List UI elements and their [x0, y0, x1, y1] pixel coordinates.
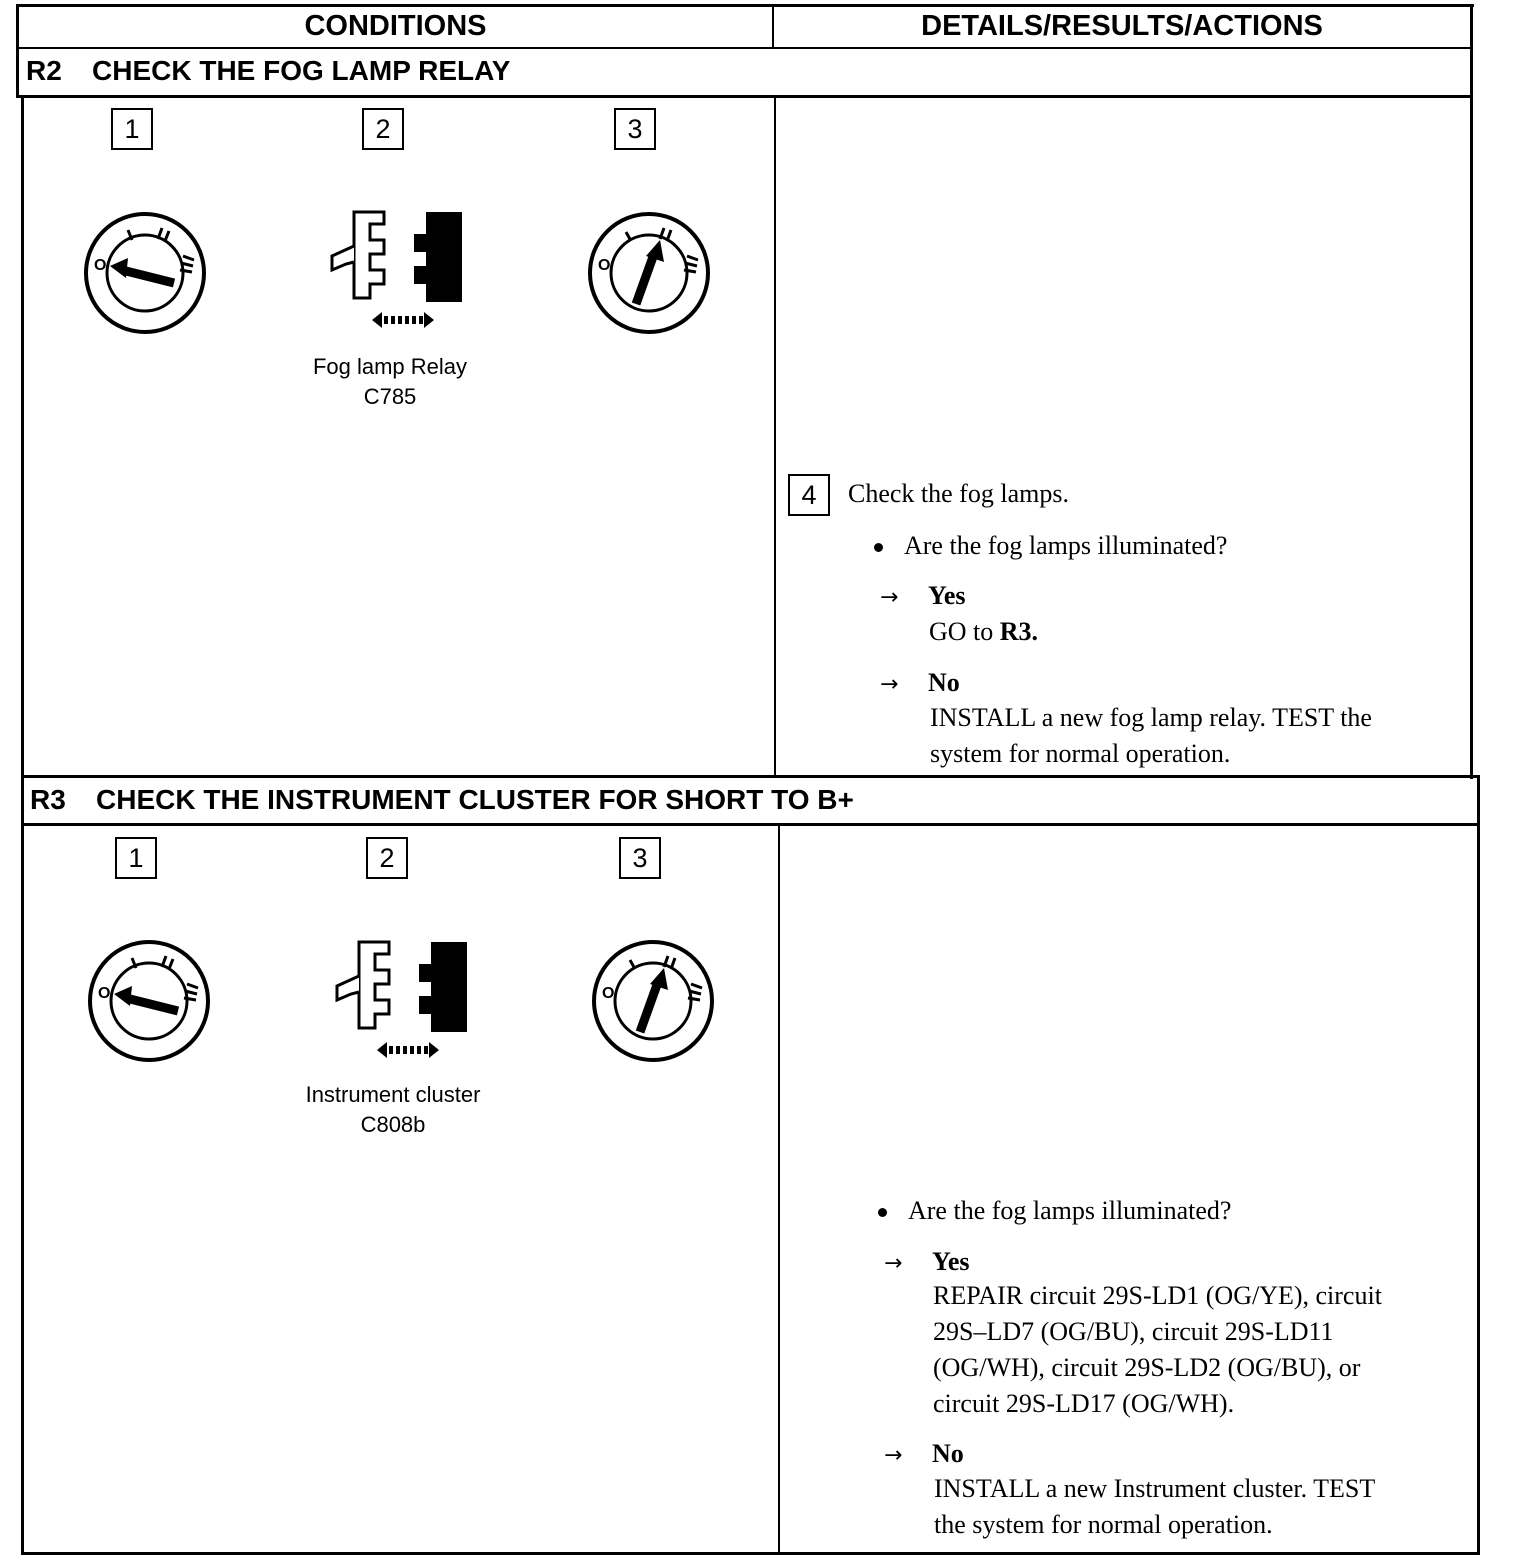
r2-step-3-box: 3 — [614, 108, 656, 150]
r2-no-line-1: INSTALL a new fog lamp relay. TEST the — [930, 703, 1372, 732]
r2-connector-id: C785 — [363, 384, 417, 409]
r2-yes-text: GO to — [929, 617, 994, 646]
ignition-switch-run-icon — [584, 208, 714, 338]
table-border-right — [1470, 4, 1473, 779]
r3-no-line-1: INSTALL a new Instrument cluster. TEST — [934, 1474, 1376, 1503]
r3-section-title — [30, 778, 854, 822]
r3-connector-name: Instrument cluster — [305, 1082, 481, 1107]
column-divider-r2 — [774, 96, 776, 778]
r2-yes-label: Yes — [928, 581, 966, 610]
r3-step-2-box: 2 — [366, 837, 408, 879]
r2-question-bullet — [874, 543, 883, 552]
svg-text:O: O — [598, 257, 611, 274]
r2-code: R2 — [26, 55, 62, 86]
ignition-switch-run-icon — [588, 936, 718, 1066]
r3-title-text: CHECK THE INSTRUMENT CLUSTER FOR SHORT TO B+ — [96, 784, 854, 815]
r3-yes-line-1: REPAIR circuit 29S-LD1 (OG/YE), circuit — [933, 1281, 1382, 1310]
r2-yes-result — [929, 614, 1038, 650]
r3-code: R3 — [30, 784, 66, 815]
r3-yes-label: Yes — [932, 1247, 970, 1276]
r2-title-divider — [16, 95, 1473, 98]
r3-yes-line-4: circuit 29S-LD17 (OG/WH). — [933, 1389, 1235, 1418]
svg-text:O: O — [94, 257, 107, 274]
r2-section-title — [26, 49, 510, 93]
r2-no-label: No — [928, 668, 960, 697]
r2-step-2-box: 2 — [362, 108, 404, 150]
r3-no-label: No — [932, 1439, 964, 1468]
r2-no-arrow-icon: → — [880, 672, 899, 697]
r2-step-4-box: 4 — [788, 474, 830, 516]
r2-title-text: CHECK THE FOG LAMP RELAY — [92, 55, 511, 86]
ignition-switch-off-icon — [80, 208, 210, 338]
r2-question: Are the fog lamps illuminated? — [904, 531, 1228, 560]
column-divider-r3 — [778, 824, 780, 1554]
r3-yes-line-2: 29S–LD7 (OG/BU), circuit 29S-LD11 — [933, 1317, 1334, 1346]
r2-connector-name: Fog lamp Relay — [312, 354, 468, 379]
r3-title-bottom-divider — [21, 823, 1480, 826]
ignition-switch-off-icon — [84, 936, 214, 1066]
r2-connector-caption — [280, 352, 500, 412]
r3-step-1-box: 1 — [115, 837, 157, 879]
details-header: DETAILS/RESULTS/ACTIONS — [921, 10, 1323, 42]
disconnect-connector-icon — [327, 934, 477, 1066]
r3-yes-arrow-icon: → — [884, 1251, 903, 1276]
r3-connector-caption — [272, 1080, 514, 1140]
r2-step-1-box: 1 — [111, 108, 153, 150]
conditions-header: CONDITIONS — [304, 10, 487, 42]
svg-text:O: O — [98, 985, 111, 1002]
svg-text:O: O — [602, 985, 615, 1002]
r2-action-text: Check the fog lamps. — [848, 479, 1069, 508]
disconnect-connector-icon — [322, 204, 472, 336]
r2-yes-arrow-icon: → — [880, 585, 899, 610]
r3-connector-id: C808b — [360, 1112, 426, 1137]
table-border-right — [1477, 777, 1480, 1555]
r3-yes-line-3: (OG/WH), circuit 29S-LD2 (OG/BU), or — [933, 1353, 1361, 1382]
table-border-bottom — [21, 1552, 1480, 1555]
r3-no-arrow-icon: → — [884, 1443, 903, 1468]
r2-yes-target: R3. — [999, 617, 1039, 646]
r2-no-line-2: system for normal operation. — [930, 739, 1231, 768]
r3-question-bullet — [878, 1208, 887, 1217]
r3-no-line-2: the system for normal operation. — [934, 1510, 1273, 1539]
r3-question: Are the fog lamps illuminated? — [908, 1196, 1232, 1225]
r3-step-3-box: 3 — [619, 837, 661, 879]
